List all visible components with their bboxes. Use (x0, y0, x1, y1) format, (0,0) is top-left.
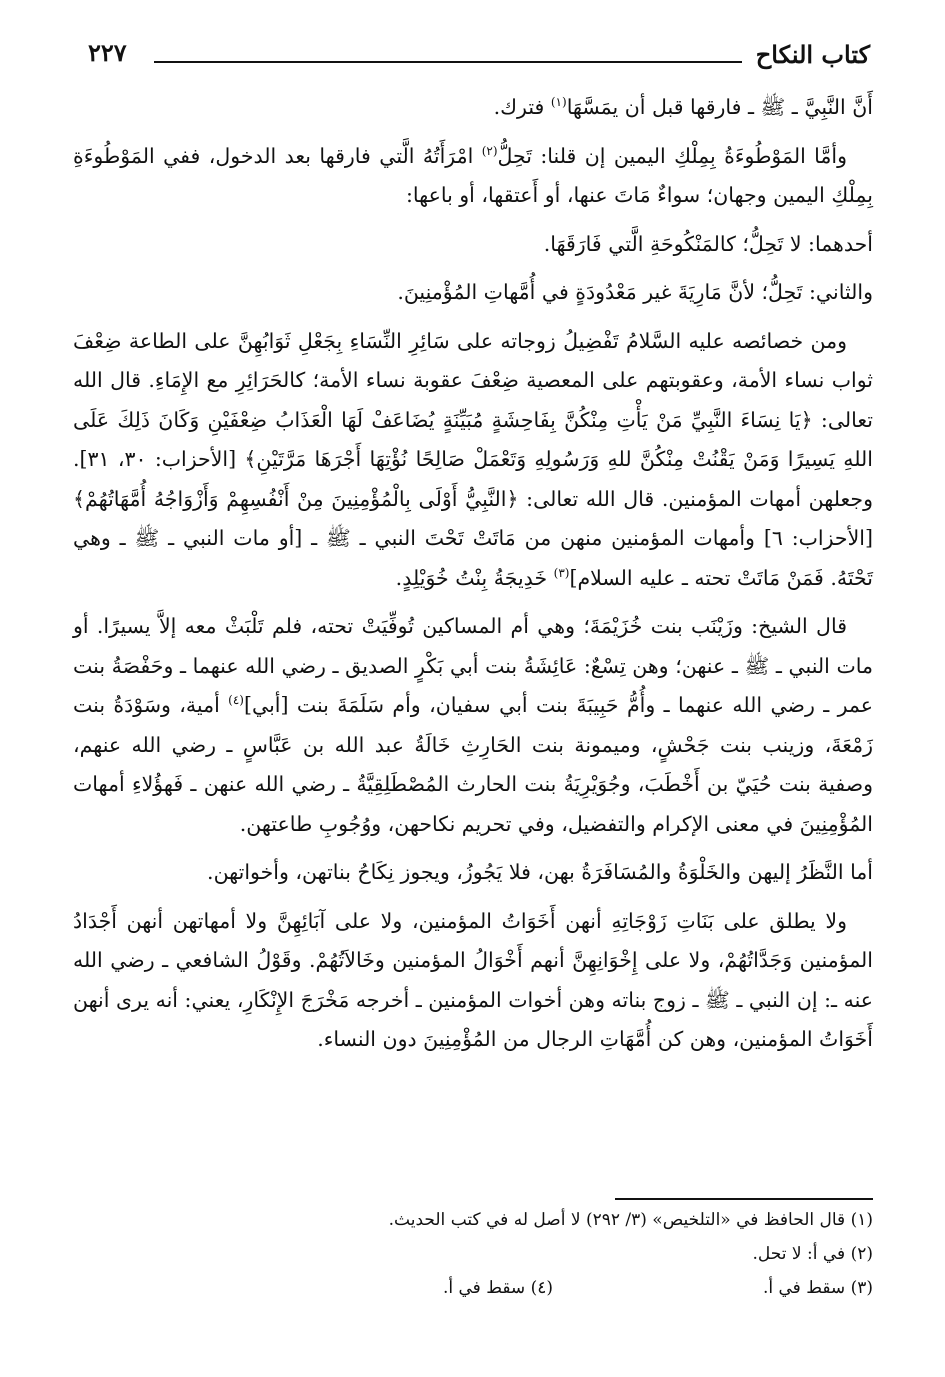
paragraph-text: أحدهما: لا تَحِلُّ؛ كالمَنْكُوحَةِ الَّتي فَارَقَهَا. (543, 231, 873, 256)
footnote-rule (615, 1198, 873, 1200)
footnote: (٣) سقط في أ. (762, 1278, 873, 1298)
footnote-row (73, 1271, 873, 1305)
footnote-reference: (٤) (228, 693, 244, 708)
paragraph-text: أما النَّظَرُ إليهن والخَلْوَةُ والمُسَافَرَةُ بهن، فلا يَجُوزُ، ويجوز نِكَاحُ بناتهن، وأخواتهن. (207, 860, 873, 884)
footnote: (٢) في أ: لا تحل. (752, 1244, 873, 1264)
paragraph-text: ومن خصائصه عليه السَّلامُ تَفْضِيلُ زوجاته على سَائِرِ النِّسَاءِ بِجَعْلِ ثَوَابُهِنَّ على الطاعة ضِعْفَ ثواب نساء الأمة، وعقوبتهم على المعصية ضِعْفَ عقوبة نساء الأمة؛ كالحَرَائِرِ مع الإِمَاءِ. قال الله تعالى: ﴿يَا نِسَاءَ النَّبِيِّ مَنْ يَأْتِ مِنْكُنَّ بِفَاحِشَةٍ مُبَيِّنَةٍ يُضَاعَفْ لَهَا الْعَذَابُ ضِعْفَيْنِ وَكَانَ ذَلِكَ عَلَى اللهِ يَسِيرًا وَمَنْ يَقْنُتْ مِنْكُنَّ للهِ وَرَسُولِهِ وَتَعْمَلْ صَالِحًا نُؤْتِهَا أَجْرَهَا مَرَّتَيْنِ﴾ [الأحزاب: ٣٠، ٣١]. وجعلهن أمهات المؤمنين. قال الله تعالى: ﴿النَّبِيُّ أَوْلَى بِالْمُؤْمِنِينَ مِنْ أَنْفُسِهِمْ وَأَزْوَاجُهُ أُمَّهَاتُهُمْ﴾ [الأحزاب: ٦] وأمهات المؤمنين منهن من مَاتَتْ تَحْتَ النبي ـ ﷺ ـ [أو مات النبي ـ ﷺ ـ وهي تَحْتَهُ. فَمَنْ مَاتَتْ تحته ـ عليه السلام] (73, 328, 873, 590)
paragraph (73, 88, 873, 128)
paragraph (73, 322, 873, 599)
footnote-reference: (٢) (481, 143, 498, 158)
paragraph (73, 902, 873, 1060)
paragraph-text: أمية، وسَوْدَةُ بنت زَمْعَةَ، وزينب بنت جَحْشٍ، وميمونة بنت الحَارِثِ خَالَةُ عبد الله بن عَبَّاسٍ ـ رضي الله عنهم، وصفية بنت حُيَيّ بن أَخْطَبَ، وجُوَيْرِيَةُ بنت الحارث المُصْطَلِقِيَّةُ ـ رضي الله عنهن ـ فَهؤُلاءِ أمهات المُؤْمِنِينَ في معنى الإكرام والتفضيل، وفي تحريم نكاحهن، ووُجُوبِ طاعتهن. (73, 693, 873, 836)
page-number: ٢٢٧ (88, 38, 127, 67)
paragraph (73, 607, 873, 844)
paragraph (73, 273, 873, 313)
paragraph-text: ولا يطلق على بَنَاتِ زَوْجَاتِهِ أنهن أَخَوَاتُ المؤمنين، ولا على آبَائِهِنَّ ولا أمهاتهن أنهن أَجْدَادُ المؤمنين وَجَدَّاتُهُمْ، ولا على إِخْوَانِهِنَّ أنهم أَخْوَالُ المؤمنين وخَالاَتُهُمْ. وقَوْلُ الشافعي ـ رضي الله عنه ـ: إن النبي ـ ﷺ ـ زوج بناته وهن أخوات المؤمنين ـ أخرجه مَخْرَجَ الإِنْكَارِ، يعني: أنه يرى أنهن أَخَوَاتُ المؤمنين، وهن كن أُمَّهَاتِ الرجال من المُؤْمِنِينَ دون النساء. (73, 908, 873, 1051)
footnote: (٤) سقط في أ. (442, 1278, 553, 1298)
chapter-title: كتاب النكاح (755, 40, 870, 69)
paragraph (73, 137, 873, 216)
paragraph-text: خَدِيجَةُ بِنْتُ خُوَيْلِدٍ. (395, 565, 554, 590)
paragraph-text: امْرَأَتُهُ الَّتي فارقها بعد الدخول، ففي المَوْطُوءَةِ بِمِلْكِ اليمين وجهان؛ سواءٌ مَاتَ عنها، أو أَعتقها، أو باعها: (73, 143, 873, 207)
paragraph-text: أَنَّ النَّبِيَّ ـ ﷺ ـ فارقها قبل أن يمَسَّهَا (566, 95, 873, 119)
footnote: (١) قال الحافظ في «التلخيص» (٣/ ٢٩٢) لا أصل له في كتب الحديث. (388, 1210, 873, 1230)
footnote-reference: (٣) (553, 565, 570, 580)
body-text (73, 88, 873, 1069)
paragraph-text: فترك. (493, 95, 551, 119)
paragraph (73, 225, 873, 265)
paragraph-text: وأمَّا المَوْطُوءَةُ بِمِلْكِ اليمين إن قلنا: تَحِلُّ (497, 143, 848, 168)
paragraph-text: قال الشيخ: وزَيْنَب بنت خُزَيْمَةَ؛ وهي أم المساكين تُوفِّيَتْ تحته، فلم تَلْبَثْ معه إلاَّ يسيرًا. أو مات النبي ـ ﷺ ـ عنهن؛ وهن تِسْعٌ: عَائِشَةُ بنت أبي بَكْرٍ الصديق ـ رضي الله عنهما ـ وحَفْصَةُ بنت عمر ـ رضي الله عنهما ـ وأُمُّ حَبِيبَةَ بنت أبي سفيان، وأم سَلَمَةَ بنت [أبي] (73, 614, 873, 717)
footnotes (73, 1203, 873, 1305)
paragraph (73, 853, 873, 893)
header-rule (154, 61, 742, 63)
page-header (88, 36, 870, 76)
footnote-reference: (١) (550, 95, 567, 110)
paragraph-text: والثاني: تَحِلُّ؛ لأنَّ مَارِيَةَ غير مَعْدُودَةٍ في أُمَّهاتِ المُؤْمنِينَ. (397, 280, 873, 304)
